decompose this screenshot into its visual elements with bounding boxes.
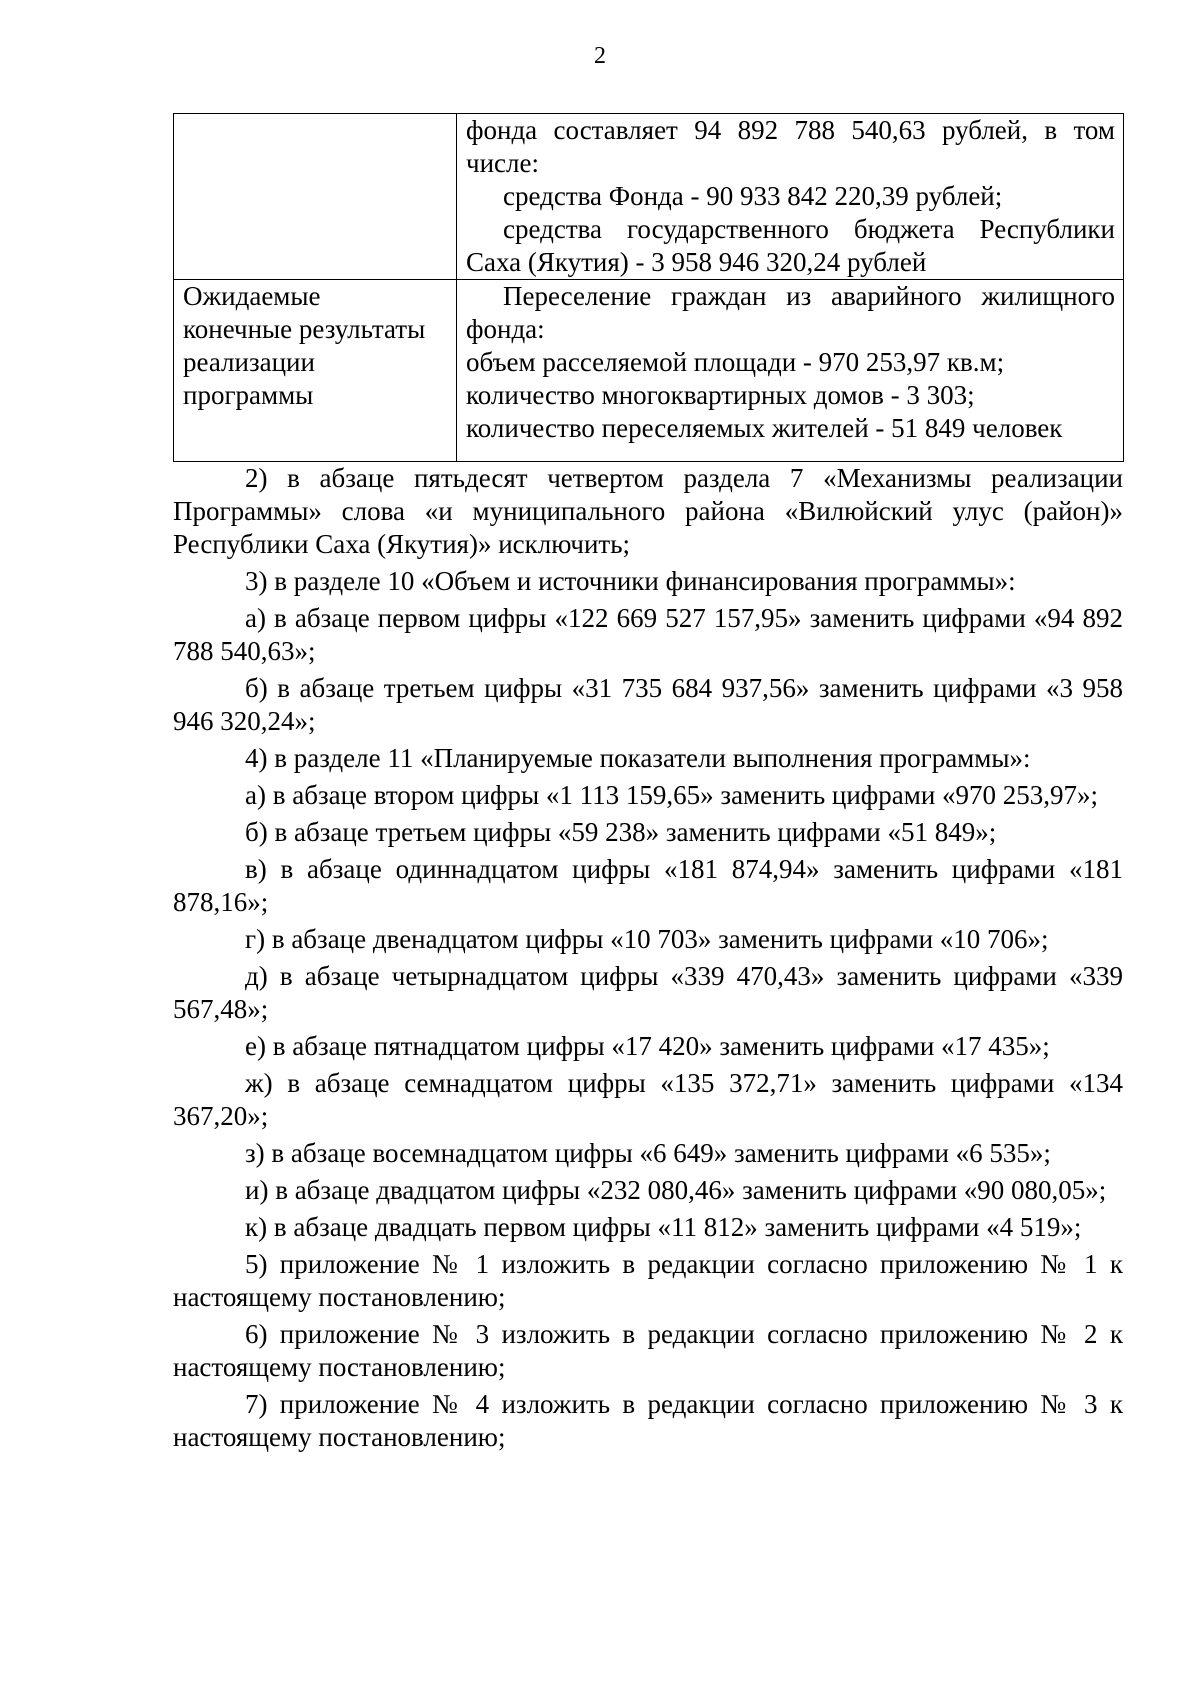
row-label: Ожидаемые конечные результаты реализации программы <box>183 281 426 410</box>
financing-line: Саха (Якутия) - 3 958 946 320,24 рублей <box>466 247 927 277</box>
amendment-paragraph: и) в абзаце двадцатом цифры «232 080,46» заменить цифрами «90 080,05»; <box>245 1175 1107 1205</box>
table-row-results <box>174 280 1124 462</box>
amendment-paragraph: 7) приложение № 4 изложить в редакции согласно приложению № 3 к настоящему постановлению; <box>173 1389 1123 1452</box>
page-number: 2 <box>594 43 606 69</box>
table-cell-financing <box>457 114 1124 280</box>
amendment-paragraph: б) в абзаце третьем цифры «59 238» заменить цифрами «51 849»; <box>245 817 997 847</box>
results-line: количество переселяемых жителей - 51 849 человек <box>466 413 1063 443</box>
amendment-paragraph: ж) в абзаце семнадцатом цифры «135 372,71» заменить цифрами «134 367,20»; <box>173 1068 1123 1131</box>
amendment-paragraph: з) в абзаце восемнадцатом цифры «6 649» заменить цифрами «6 535»; <box>245 1138 1051 1168</box>
table-row-financing <box>174 114 1124 280</box>
results-line: количество многоквартирных домов - 3 303; <box>466 380 975 410</box>
financing-line: средства Фонда - 90 933 842 220,39 рублей; <box>503 181 1003 211</box>
program-passport-table <box>173 113 1124 462</box>
table-cell-label <box>174 280 457 462</box>
results-line: Переселение граждан из аварийного жилищного <box>503 281 1115 311</box>
results-line: фонда: <box>466 314 545 344</box>
financing-line: фонда составляет 94 892 788 540,63 рублей, в том <box>466 115 1115 145</box>
amendment-paragraph: 4) в разделе 11 «Планируемые показатели выполнения программы»: <box>245 743 1031 773</box>
amendment-paragraph: е) в абзаце пятнадцатом цифры «17 420» заменить цифрами «17 435»; <box>245 1031 1050 1061</box>
financing-line: средства государственного бюджета Республики <box>503 214 1115 244</box>
amendment-paragraph: б) в абзаце третьем цифры «31 735 684 937,56» заменить цифрами «3 958 946 320,24»; <box>173 673 1123 736</box>
amendment-paragraph: 6) приложение № 3 изложить в редакции согласно приложению № 2 к настоящему постановлению; <box>173 1319 1123 1382</box>
amendment-paragraph: 3) в разделе 10 «Объем и источники финансирования программы»: <box>245 566 1016 596</box>
amendment-paragraph: г) в абзаце двенадцатом цифры «10 703» заменить цифрами «10 706»; <box>245 924 1049 954</box>
amendment-paragraph: д) в абзаце четырнадцатом цифры «339 470,43» заменить цифрами «339 567,48»; <box>173 961 1123 1024</box>
amendment-paragraph: в) в абзаце одиннадцатом цифры «181 874,94» заменить цифрами «181 878,16»; <box>173 854 1123 917</box>
table-cell-results <box>457 280 1124 462</box>
table-cell-label <box>174 114 457 280</box>
amendment-paragraph: а) в абзаце первом цифры «122 669 527 157,95» заменить цифрами «94 892 788 540,63»; <box>173 603 1123 666</box>
amendment-paragraph: 5) приложение № 1 изложить в редакции согласно приложению № 1 к настоящему постановлению; <box>173 1249 1123 1312</box>
amendment-paragraph: а) в абзаце втором цифры «1 113 159,65» заменить цифрами «970 253,97»; <box>245 780 1099 810</box>
amendments-body <box>173 462 1123 1454</box>
results-line: объем расселяемой площади - 970 253,97 кв.м; <box>466 347 1005 377</box>
amendment-paragraph: 2) в абзаце пятьдесят четвертом раздела 7 «Механизмы реализации Программы» слова «и муниципального района «Вилюйский улус (район)» Республики Саха (Якутия)» исключить; <box>173 463 1123 559</box>
financing-line: числе: <box>466 148 539 178</box>
amendment-paragraph: к) в абзаце двадцать первом цифры «11 812» заменить цифрами «4 519»; <box>245 1212 1082 1242</box>
